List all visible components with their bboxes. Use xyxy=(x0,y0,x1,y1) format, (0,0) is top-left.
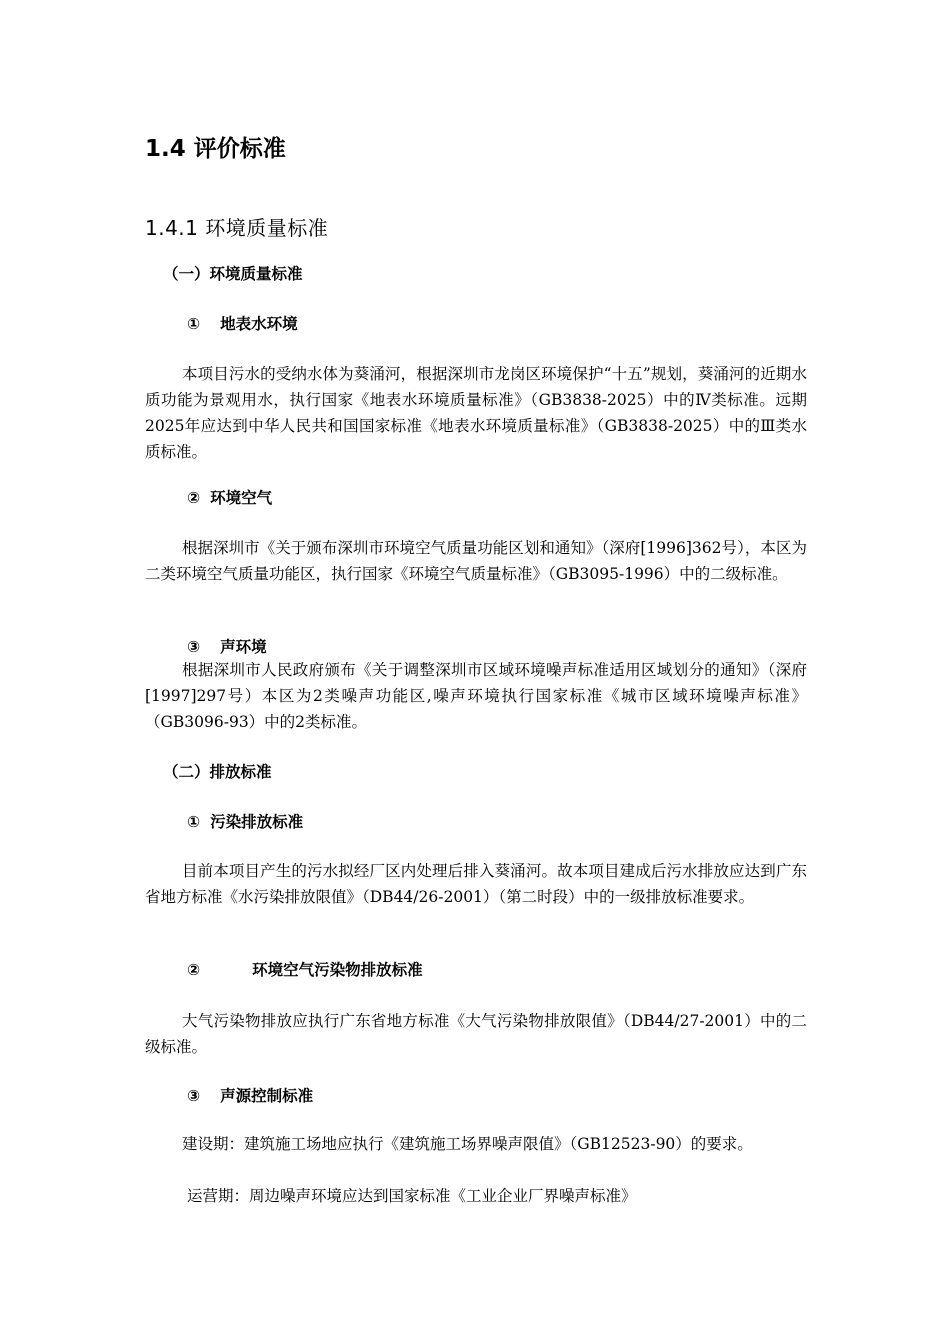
air-pollutant-paragraph: 大气污染物排放应执行广东省地方标准《大气污染物排放限值》（DB44/27-2001）中的二级标准。 xyxy=(145,1012,807,1056)
item-number: ② xyxy=(187,961,201,979)
item-number: ③ xyxy=(187,638,201,656)
subsection-title: 1.4.1 环境质量标准 xyxy=(145,216,329,240)
air-heading xyxy=(187,487,272,509)
item-number: ① xyxy=(187,813,201,831)
item-number: ① xyxy=(187,315,201,333)
noise-control-heading xyxy=(187,1085,313,1107)
emission-standards-heading: （二）排放标准 xyxy=(163,763,272,781)
heading-label: 环境空气污染物排放标准 xyxy=(252,961,423,979)
pollutant-emission-heading xyxy=(187,811,303,833)
heading-label: 声源控制标准 xyxy=(220,1087,314,1105)
quality-standards-heading: （一）环境质量标准 xyxy=(163,265,303,283)
air-pollutant-heading xyxy=(187,959,423,981)
item-number: ② xyxy=(187,489,201,507)
heading-label: 声环境 xyxy=(220,638,267,656)
heading-label: 污染排放标准 xyxy=(210,813,304,831)
surface-water-paragraph: 本项目污水的受纳水体为葵涌河，根据深圳市龙岗区环境保护“十五”规划，葵涌河的近期水质功能为景观用水，执行国家《地表水环境质量标准》（GB3838-2025）中的Ⅳ类标准。远期2025年应达到中华人民共和国国家标准《地表水环境质量标准》（GB3838-2025）中的Ⅲ类水质标准。 xyxy=(145,365,807,461)
heading-label: 地表水环境 xyxy=(220,315,298,333)
noise-paragraph: 根据深圳市人民政府颁布《关于调整深圳市区域环境噪声标准适用区域划分的通知》（深府[1997]297号）本区为2类噪声功能区,噪声环境执行国家标准《城市区域环境噪声标准》（GB3096-93）中的2类标准。 xyxy=(145,661,807,731)
surface-water-heading xyxy=(187,313,298,335)
noise-heading xyxy=(187,636,267,658)
construction-noise-paragraph: 建设期：建筑施工场地应执行《建筑施工场界噪声限值》（GB12523-90）的要求。 xyxy=(182,1135,753,1153)
section-title: 1.4 评价标准 xyxy=(145,136,286,162)
heading-label: 环境空气 xyxy=(210,489,273,507)
operation-noise-paragraph: 运营期：周边噪声环境应达到国家标准《工业企业厂界噪声标准》 xyxy=(187,1187,637,1205)
item-number: ③ xyxy=(187,1087,201,1105)
pollutant-emission-paragraph: 目前本项目产生的污水拟经厂区内处理后排入葵涌河。故本项目建成后污水排放应达到广东省地方标准《水污染排放限值》（DB44/26-2001）（第二时段）中的一级排放标准要求。 xyxy=(145,862,807,906)
air-paragraph: 根据深圳市《关于颁布深圳市环境空气质量功能区划和通知》（深府[1996]362号），本区为二类环境空气质量功能区，执行国家《环境空气质量标准》（GB3095-1996）中的二级标准。 xyxy=(145,539,807,583)
